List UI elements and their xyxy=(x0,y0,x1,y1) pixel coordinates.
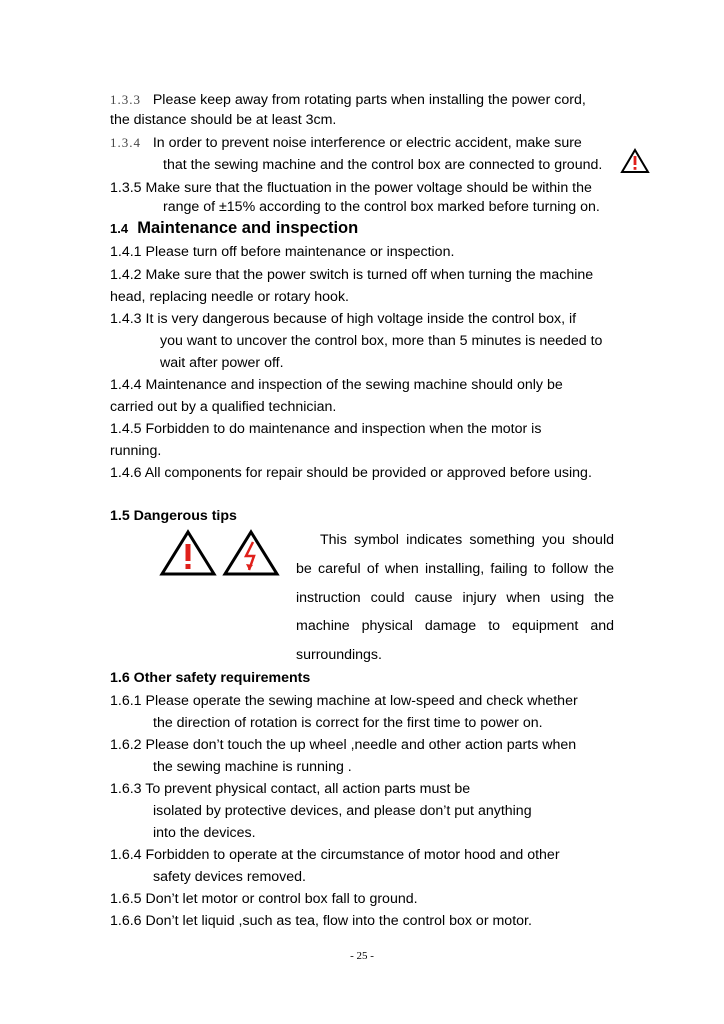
warning-exclamation-icon xyxy=(159,529,217,577)
item-1-4-3-line1: 1.4.3 It is very dangerous because of high voltage inside the control box, if xyxy=(110,311,577,327)
warning-triangle-icon xyxy=(620,148,650,174)
item-1-6-6: 1.6.6 Don’t let liquid ,such as tea, flow into the control box or motor. xyxy=(110,913,532,929)
item-1-4-6: 1.4.6 All components for repair should be provided or approved before using. xyxy=(110,465,592,481)
section-1-3-4-line1 xyxy=(110,134,582,152)
item-1-4-1: 1.4.1 Please turn off before maintenance or inspection. xyxy=(110,244,455,260)
section-1-3-5-line1: 1.3.5 Make sure that the fluctuation in the power voltage should be within the xyxy=(110,180,592,196)
item-1-4-2-line2: head, replacing needle or rotary hook. xyxy=(110,289,349,305)
item-1-6-4-line1: 1.6.4 Forbidden to operate at the circumstance of motor hood and other xyxy=(110,847,560,863)
item-1-6-4-line2: safety devices removed. xyxy=(153,869,306,885)
dangerous-tips-desc-line5: surroundings. xyxy=(296,647,382,663)
item-1-6-3-line3: into the devices. xyxy=(153,825,256,841)
section-1-3-3-line2: the distance should be at least 3cm. xyxy=(110,112,337,128)
dangerous-tips-desc-line1: This symbol indicates something you should xyxy=(320,532,614,548)
item-1-6-2-line2: the sewing machine is running . xyxy=(153,759,352,775)
section-1-4-title: Maintenance and inspection xyxy=(137,219,359,237)
page-number: - 25 - xyxy=(350,950,374,962)
item-1-4-5-line1: 1.4.5 Forbidden to do maintenance and inspection when the motor is xyxy=(110,421,542,437)
section-1-4-number: 1.4 xyxy=(110,221,129,236)
section-1-3-4-line2: that the sewing machine and the control box are connected to ground. xyxy=(163,157,603,173)
item-1-6-3-line2: isolated by protective devices, and please don’t put anything xyxy=(153,803,532,819)
item-1-4-4-line2: carried out by a qualified technician. xyxy=(110,399,337,415)
item-1-4-4-line1: 1.4.4 Maintenance and inspection of the sewing machine should only be xyxy=(110,377,563,393)
dangerous-tips-desc-line2: be careful of when installing, failing to follow the xyxy=(296,561,614,577)
item-1-6-2-line1: 1.6.2 Please don’t touch the up wheel ,needle and other action parts when xyxy=(110,737,577,753)
item-1-6-3-line1: 1.6.3 To prevent physical contact, all action parts must be xyxy=(110,781,471,797)
item-1-6-1-line2: the direction of rotation is correct for the first time to power on. xyxy=(153,715,543,731)
item-1-4-3-line3: wait after power off. xyxy=(160,355,284,371)
section-1-3-4-number: 1.3.4 xyxy=(110,135,141,150)
item-1-6-5: 1.6.5 Don’t let motor or control box fall to ground. xyxy=(110,891,418,907)
section-1-3-3-line1 xyxy=(110,91,586,109)
item-1-4-3-line2: you want to uncover the control box, more than 5 minutes is needed to xyxy=(160,333,603,349)
section-1-4-heading xyxy=(110,219,358,238)
section-1-6-heading: 1.6 Other safety requirements xyxy=(110,670,311,686)
dangerous-tips-desc-line4: machine physical damage to equipment and xyxy=(296,618,614,634)
section-1-5-heading: 1.5 Dangerous tips xyxy=(110,508,237,524)
item-1-4-2-line1: 1.4.2 Make sure that the power switch is turned off when turning the machine xyxy=(110,267,594,283)
item-1-6-1-line1: 1.6.1 Please operate the sewing machine at low-speed and check whether xyxy=(110,693,578,709)
item-1-4-5-line2: running. xyxy=(110,443,162,459)
dangerous-tips-desc-line3: instruction could cause injury when using the xyxy=(296,590,614,606)
section-1-3-5-line2: range of ±15% according to the control box marked before turning on. xyxy=(163,199,600,215)
section-1-3-3-text: Please keep away from rotating parts when installing the power cord, xyxy=(152,92,586,108)
section-1-3-3-number: 1.3.3 xyxy=(110,92,141,107)
electric-shock-icon xyxy=(222,529,280,577)
section-1-3-4-text: In order to prevent noise interference or electric accident, make sure xyxy=(152,135,582,151)
